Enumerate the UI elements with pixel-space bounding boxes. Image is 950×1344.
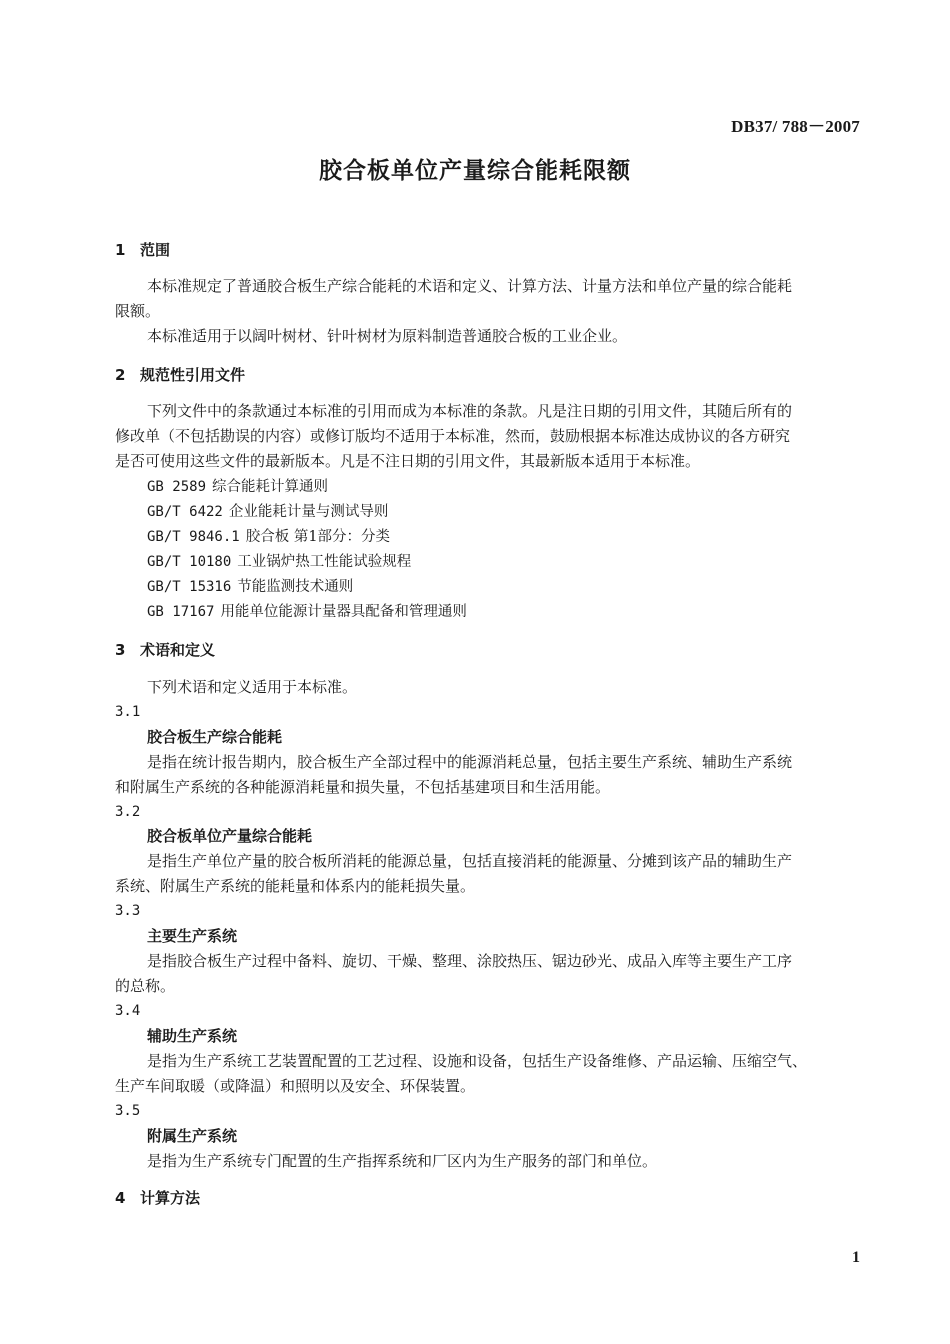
term-name: 胶合板生产综合能耗 bbox=[147, 728, 283, 746]
section-title: 范围 bbox=[140, 241, 171, 259]
term-name: 胶合板单位产量综合能耗 bbox=[147, 827, 313, 845]
paragraph-line: 本标准适用于以阔叶树材、针叶树材为原料制造普通胶合板的工业企业。 bbox=[147, 327, 628, 345]
reference-title: 节能监测技术通则 bbox=[237, 579, 354, 595]
section-title: 术语和定义 bbox=[140, 641, 216, 659]
term-definition-line: 的总称。 bbox=[115, 977, 176, 995]
reference-title: 用能单位能源计量器具配备和管理通则 bbox=[220, 604, 467, 620]
reference-item bbox=[147, 502, 950, 522]
section-heading-2 bbox=[115, 365, 950, 385]
term-number: 3.5 bbox=[115, 1103, 141, 1119]
term-definition-line: 是指在统计报告期内，胶合板生产全部过程中的能源消耗总量，包括主要生产系统、辅助生产系统 bbox=[147, 753, 793, 771]
term-number: 3.3 bbox=[115, 903, 141, 919]
reference-title: 胶合板 第1部分：分类 bbox=[245, 529, 391, 545]
section-title: 规范性引用文件 bbox=[140, 366, 246, 384]
term-name: 附属生产系统 bbox=[147, 1127, 238, 1145]
term-definition-line: 是指胶合板生产过程中备料、旋切、干燥、整理、涂胶热压、锯边砂光、成品入库等主要生产工序 bbox=[147, 952, 793, 970]
paragraph-line: 本标准规定了普通胶合板生产综合能耗的术语和定义、计算方法、计量方法和单位产量的综合能耗 bbox=[147, 277, 793, 295]
reference-code: GB 2589 bbox=[147, 479, 207, 495]
reference-item bbox=[147, 477, 950, 497]
term-definition-line: 是指生产单位产量的胶合板所消耗的能源总量，包括直接消耗的能源量、分摊到该产品的辅助生产 bbox=[147, 852, 793, 870]
term-name: 辅助生产系统 bbox=[147, 1027, 238, 1045]
section-number: 3 bbox=[115, 641, 126, 659]
standard-code: DB37/ 788－2007 bbox=[731, 117, 860, 136]
paragraph-line: 下列文件中的条款通过本标准的引用而成为本标准的条款。凡是注日期的引用文件，其随后所有的 bbox=[147, 402, 793, 420]
section-heading-4 bbox=[115, 1188, 950, 1208]
reference-item bbox=[147, 552, 950, 572]
reference-item bbox=[147, 527, 950, 547]
term-definition-line: 系统、附属生产系统的能耗量和体系内的能耗损失量。 bbox=[115, 877, 476, 895]
term-definition-line: 生产车间取暖（或降温）和照明以及安全、环保装置。 bbox=[115, 1077, 476, 1095]
term-definition-line: 是指为生产系统专门配置的生产指挥系统和厂区内为生产服务的部门和单位。 bbox=[147, 1152, 658, 1170]
reference-item bbox=[147, 602, 950, 622]
term-name: 主要生产系统 bbox=[147, 927, 238, 945]
section-title: 计算方法 bbox=[140, 1189, 201, 1207]
term-number: 3.1 bbox=[115, 704, 141, 720]
reference-code: GB/T 10180 bbox=[147, 554, 232, 570]
reference-code: GB/T 15316 bbox=[147, 579, 232, 595]
reference-code: GB/T 9846.1 bbox=[147, 529, 240, 545]
section-number: 1 bbox=[115, 241, 126, 259]
paragraph-line: 限额。 bbox=[115, 302, 161, 320]
document-title: 胶合板单位产量综合能耗限额 bbox=[319, 158, 631, 184]
term-number: 3.4 bbox=[115, 1003, 141, 1019]
term-definition-line: 和附属生产系统的各种能源消耗量和损失量，不包括基建项目和生活用能。 bbox=[115, 778, 611, 796]
reference-title: 综合能耗计算通则 bbox=[212, 479, 329, 495]
paragraph-line: 修改单（不包括勘误的内容）或修订版均不适用于本标准，然而，鼓励根据本标准达成协议的各方研究 bbox=[115, 427, 791, 445]
paragraph-line: 是否可使用这些文件的最新版本。凡是不注日期的引用文件，其最新版本适用于本标准。 bbox=[115, 452, 701, 470]
section-heading-3 bbox=[115, 640, 950, 660]
reference-code: GB/T 6422 bbox=[147, 504, 223, 520]
reference-title: 工业锅炉热工性能试验规程 bbox=[237, 554, 412, 570]
section-number: 2 bbox=[115, 366, 126, 384]
reference-item bbox=[147, 577, 950, 597]
page-number: 1 bbox=[852, 1249, 860, 1266]
term-number: 3.2 bbox=[115, 804, 141, 820]
section-heading-1 bbox=[115, 240, 950, 260]
reference-code: GB 17167 bbox=[147, 604, 215, 620]
paragraph-line: 下列术语和定义适用于本标准。 bbox=[147, 678, 358, 696]
section-number: 4 bbox=[115, 1189, 126, 1207]
term-definition-line: 是指为生产系统工艺装置配置的工艺过程、设施和设备，包括生产设备维修、产品运输、压缩空气、 bbox=[147, 1052, 808, 1070]
reference-title: 企业能耗计量与测试导则 bbox=[228, 504, 389, 520]
